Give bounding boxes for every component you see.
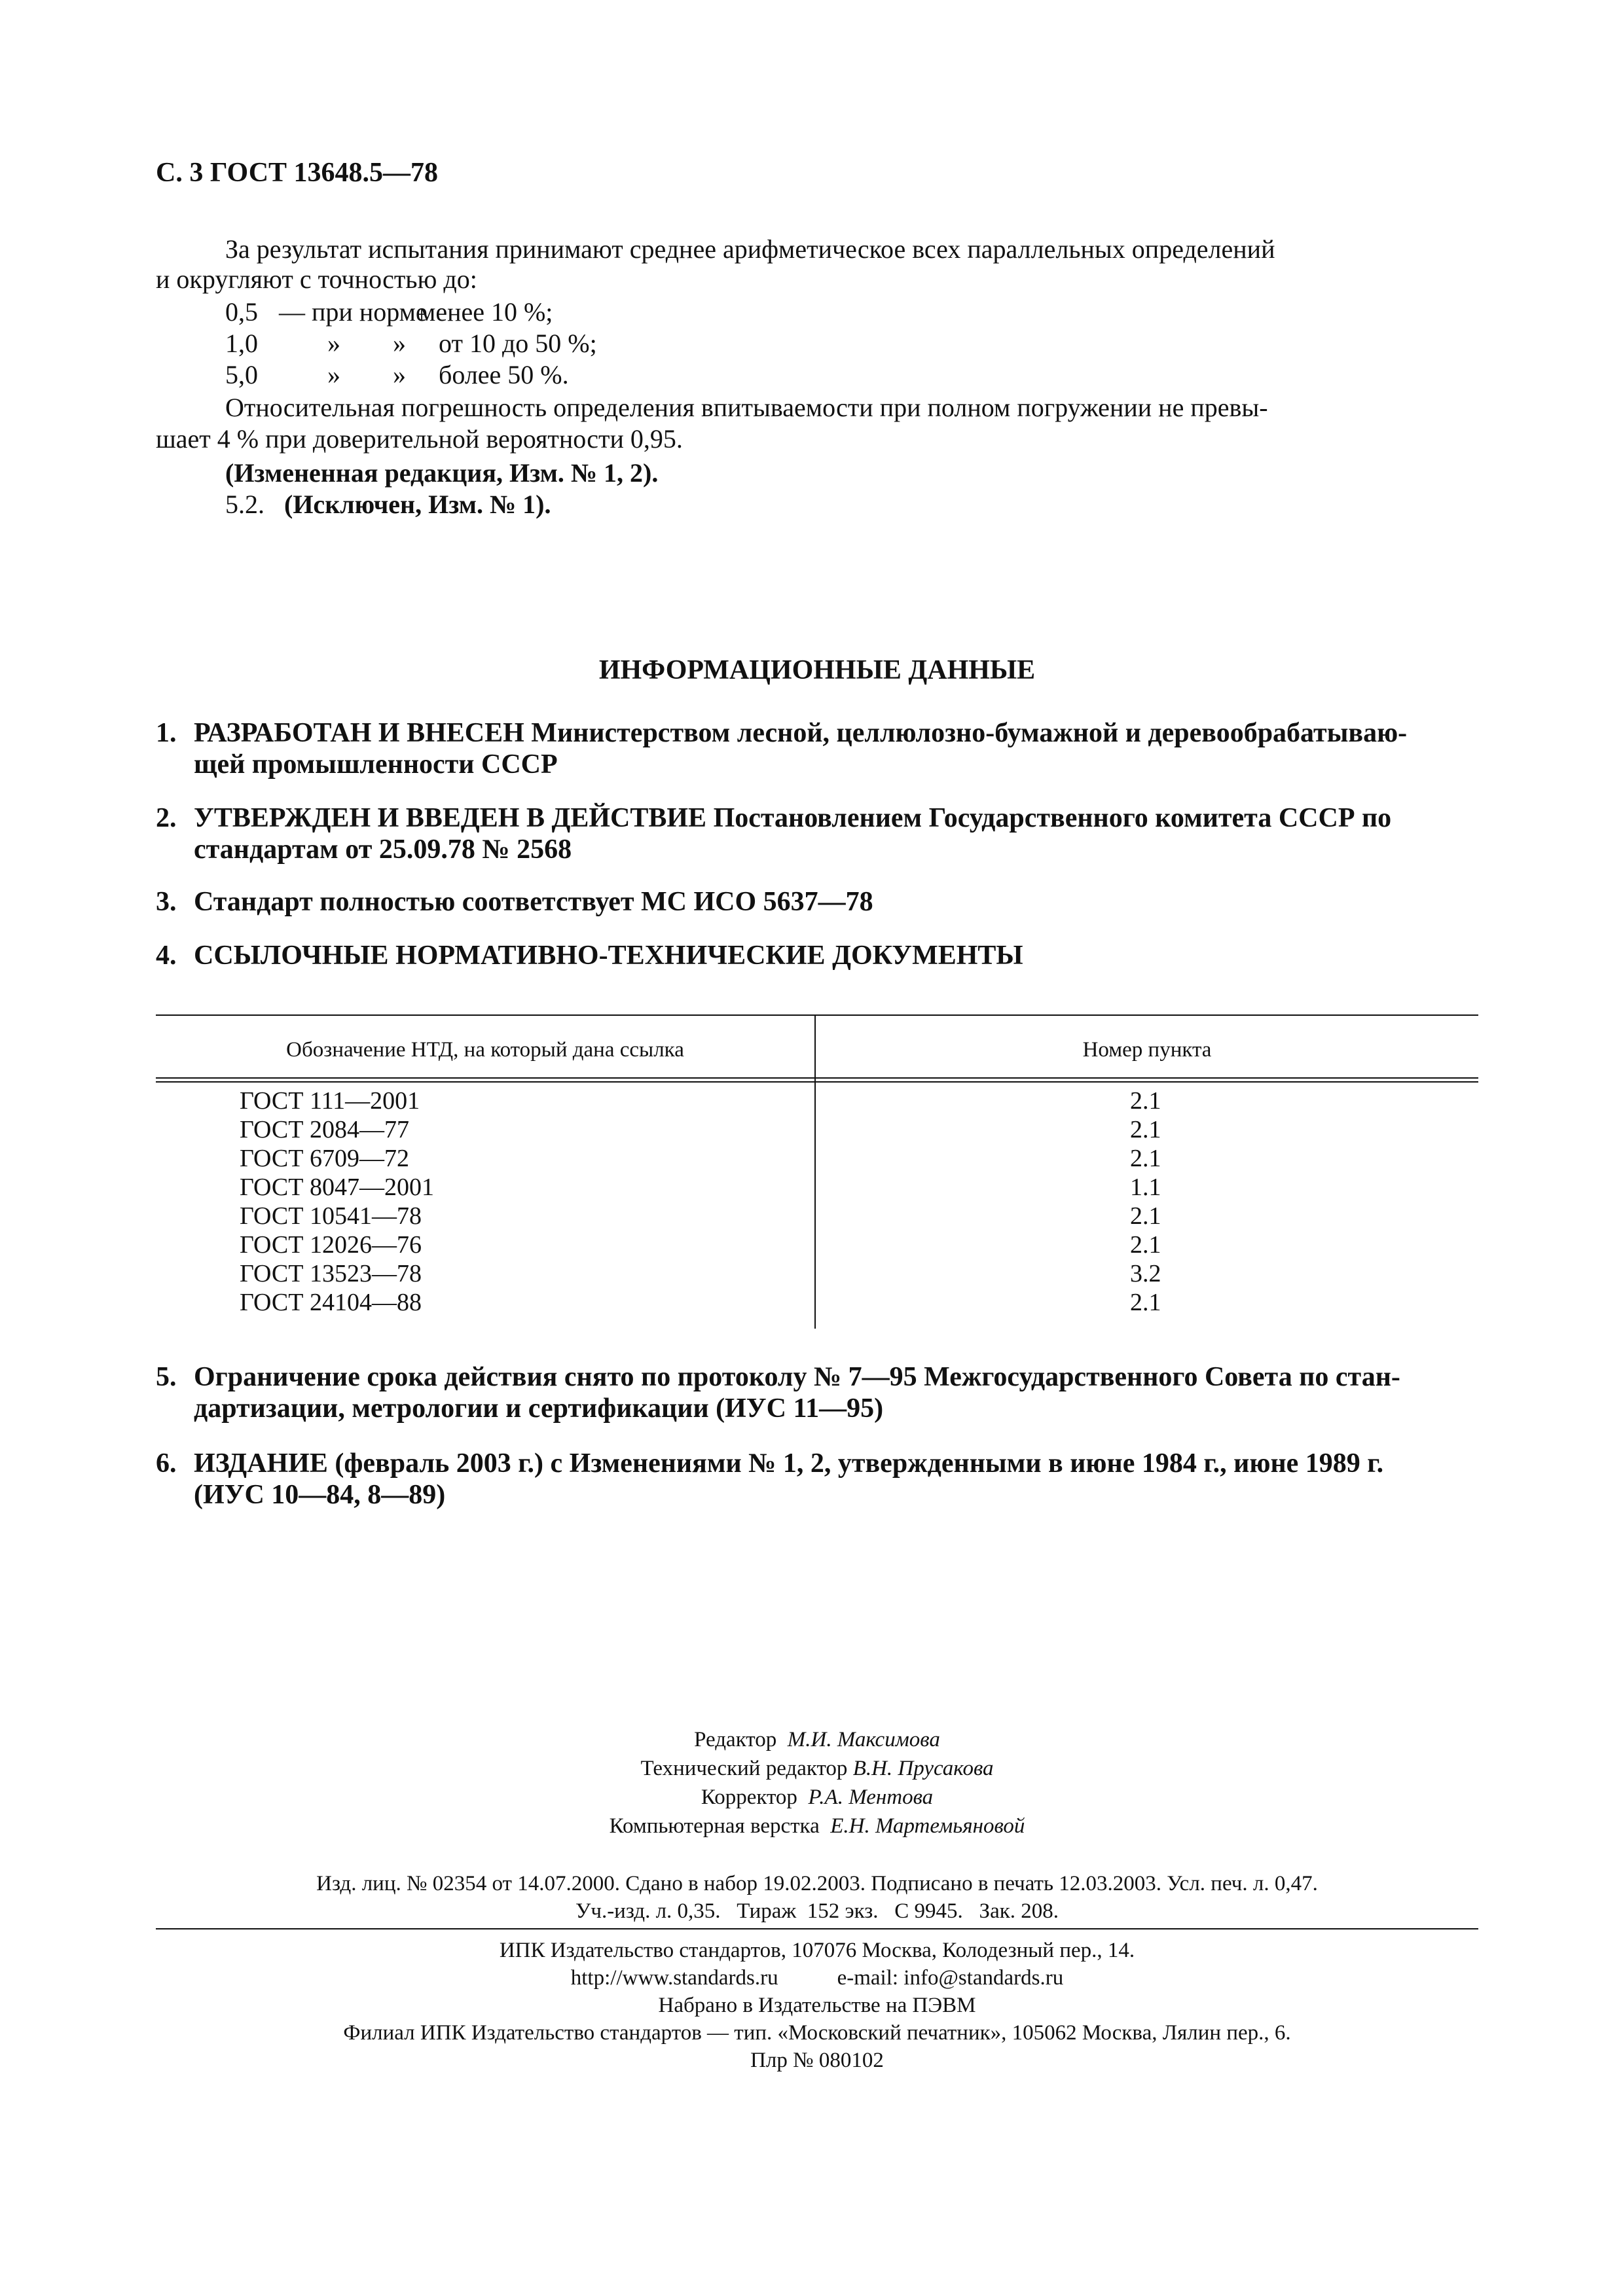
- info-item-number: 5.: [156, 1362, 177, 1392]
- info-item-conformity: Стандарт полностью соответствует МС ИСО 5637—78: [194, 887, 873, 917]
- ditto-mark: »: [393, 329, 406, 358]
- table-cell-doc: ГОСТ 8047—2001: [240, 1174, 434, 1201]
- imprint-contacts: [156, 1965, 1478, 1991]
- credit-line: [156, 1784, 1478, 1810]
- info-item-edition: ИЗДАНИЕ (февраль 2003 г.) с Изменениями № 1, 2, утвержденными в июне 1984 г., июне 1989 г.: [194, 1448, 1384, 1479]
- table-cell-clause: 2.1: [1130, 1231, 1161, 1259]
- credit-line: [156, 1727, 1478, 1753]
- error-paragraph-line-1: Относительная погрешность определения впитываемости при полном погружении не превы-: [225, 393, 1268, 422]
- table-header-rule: [156, 1081, 1478, 1083]
- table-cell-clause: 2.1: [1130, 1145, 1161, 1172]
- amendment-note: (Измененная редакция, Изм. № 1, 2).: [225, 458, 659, 488]
- info-item-number: 1.: [156, 718, 177, 748]
- rounding-value: 0,5: [225, 297, 258, 327]
- info-item-developed-cont: щей промышленности СССР: [194, 749, 558, 780]
- table-cell-doc: ГОСТ 111—2001: [240, 1087, 420, 1115]
- table-header-designation: Обозначение НТД, на который дана ссылка: [286, 1038, 684, 1062]
- info-item-validity: Ограничение срока действия снято по протоколу № 7—95 Межгосударственного Совета по стан-: [194, 1362, 1400, 1392]
- table-cell-clause: 2.1: [1130, 1289, 1161, 1316]
- rounding-value: 1,0: [225, 329, 258, 358]
- imprint-line: Набрано в Издательстве на ПЭВМ: [658, 1994, 976, 2017]
- info-item-developed: РАЗРАБОТАН И ВНЕСЕН Министерством лесной, целлюлозно-бумажной и деревообрабатываю-: [194, 718, 1408, 748]
- credit-role: Компьютерная верстка: [609, 1814, 820, 1838]
- table-cell-doc: ГОСТ 12026—76: [240, 1231, 422, 1259]
- table-cell-clause: 2.1: [1130, 1202, 1161, 1230]
- table-cell-clause: 2.1: [1130, 1087, 1161, 1115]
- info-item-number: 3.: [156, 887, 177, 917]
- rounding-range: от 10 до 50 %;: [439, 329, 597, 358]
- rounding-qualifier: — при норме: [279, 297, 428, 327]
- ditto-mark: »: [327, 329, 340, 358]
- rounding-value: 5,0: [225, 360, 258, 389]
- imprint-publisher: ИПК Издательство стандартов, 107076 Москва, Колодезный пер., 14.: [499, 1939, 1135, 1962]
- website-link[interactable]: http://www.standards.ru: [570, 1966, 778, 1990]
- info-item-validity-cont: дартизации, метрологии и сертификации (ИУС 11—95): [194, 1393, 884, 1424]
- table-cell-doc: ГОСТ 13523—78: [240, 1260, 422, 1287]
- table-cell-clause: 2.1: [1130, 1116, 1161, 1143]
- credit-name: В.Н. Прусакова: [852, 1757, 994, 1780]
- info-item-approved-cont: стандартам от 25.09.78 № 2568: [194, 834, 572, 865]
- imprint-license: Плр № 080102: [750, 2049, 884, 2072]
- imprint-line: Изд. лиц. № 02354 от 14.07.2000. Сдано в набор 19.02.2003. Подписано в печать 12.03.2003. Усл. печ. л. 0,47.: [316, 1872, 1318, 1895]
- info-heading: ИНФОРМАЦИОННЫЕ ДАННЫЕ: [598, 655, 1036, 685]
- imprint-line: Уч.-изд. л. 0,35. Тираж 152 экз. С 9945. Зак. 208.: [575, 1899, 1059, 1923]
- info-item-approved: УТВЕРЖДЕН И ВВЕДЕН В ДЕЙСТВИЕ Постановлением Государственного комитета СССР по: [194, 803, 1392, 833]
- error-paragraph-line-2: шает 4 % при доверительной вероятности 0,95.: [156, 424, 683, 454]
- table-header-clause: Номер пункта: [1082, 1038, 1212, 1062]
- info-item-number: 6.: [156, 1448, 177, 1479]
- table-cell-clause: 1.1: [1130, 1174, 1161, 1201]
- imprint-printer: Филиал ИПК Издательство стандартов — тип. «Московский печатник», 105062 Москва, Лялин пер., 6.: [343, 2021, 1291, 2045]
- credit-name: Е.Н. Мартемьяновой: [830, 1814, 1025, 1838]
- rounding-range: более 50 %.: [439, 360, 569, 389]
- credit-line: [156, 1755, 1478, 1782]
- credit-role: Редактор: [694, 1728, 777, 1751]
- table-cell-doc: ГОСТ 24104—88: [240, 1289, 422, 1316]
- email-link[interactable]: e-mail: info@standards.ru: [837, 1966, 1064, 1990]
- result-paragraph-line-2: и округляют с точностью до:: [156, 264, 477, 294]
- table-cell-clause: 3.2: [1130, 1260, 1161, 1287]
- credit-role: Технический редактор: [640, 1757, 848, 1780]
- info-item-number: 4.: [156, 941, 177, 971]
- info-item-references: ССЫЛОЧНЫЕ НОРМАТИВНО-ТЕХНИЧЕСКИЕ ДОКУМЕНТЫ: [194, 941, 1023, 971]
- credit-name: М.И. Максимова: [787, 1728, 940, 1751]
- clause-number: 5.2.: [225, 490, 264, 519]
- excluded-note: (Исключен, Изм. № 1).: [284, 490, 551, 519]
- table-top-rule: [156, 1014, 1478, 1016]
- page-reference-header: С. 3 ГОСТ 13648.5—78: [156, 158, 439, 188]
- table-header-rule: [156, 1077, 1478, 1079]
- credit-role: Корректор: [701, 1785, 797, 1809]
- table-cell-doc: ГОСТ 2084—77: [240, 1116, 409, 1143]
- table-cell-doc: ГОСТ 10541—78: [240, 1202, 422, 1230]
- ditto-mark: »: [327, 360, 340, 389]
- credit-name: Р.А. Ментова: [808, 1785, 934, 1809]
- rounding-range: менее 10 %;: [419, 297, 553, 327]
- credit-line: [156, 1813, 1478, 1839]
- info-item-edition-cont: (ИУС 10—84, 8—89): [194, 1480, 446, 1510]
- info-item-number: 2.: [156, 803, 177, 833]
- table-cell-doc: ГОСТ 6709—72: [240, 1145, 409, 1172]
- ditto-mark: »: [393, 360, 406, 389]
- imprint-rule: [156, 1928, 1478, 1929]
- result-paragraph-line-1: За результат испытания принимают среднее арифметическое всех параллельных определений: [225, 234, 1275, 264]
